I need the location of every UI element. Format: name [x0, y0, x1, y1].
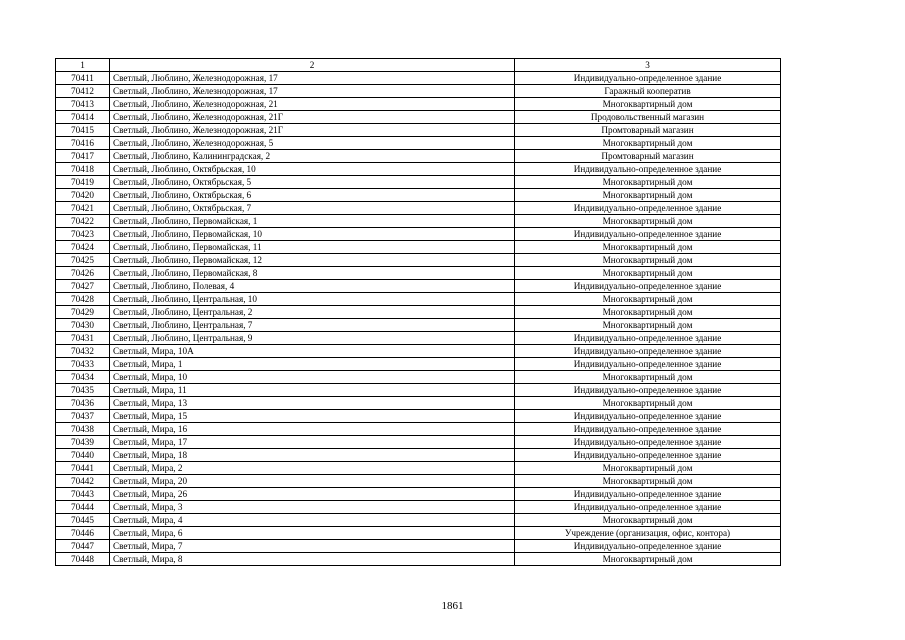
- table-row: [56, 527, 781, 540]
- record-code-cell: 70417: [56, 150, 110, 163]
- address-cell: Светлый, Люблино, Октябрьская, 10: [110, 163, 515, 176]
- object-type-cell: Многоквартирный дом: [515, 293, 781, 306]
- record-code-cell: 70425: [56, 254, 110, 267]
- object-type-cell: Индивидуально-определенное здание: [515, 228, 781, 241]
- address-table: [55, 58, 781, 566]
- record-code-cell: 70412: [56, 85, 110, 98]
- address-cell: Светлый, Мира, 15: [110, 410, 515, 423]
- record-code-cell: 70431: [56, 332, 110, 345]
- address-cell: Светлый, Люблино, Железнодорожная, 17: [110, 85, 515, 98]
- object-type-cell: Многоквартирный дом: [515, 371, 781, 384]
- address-cell: Светлый, Мира, 10А: [110, 345, 515, 358]
- record-code-cell: 70424: [56, 241, 110, 254]
- address-cell: Светлый, Мира, 6: [110, 527, 515, 540]
- table-row: [56, 85, 781, 98]
- record-code-cell: 70413: [56, 98, 110, 111]
- record-code-cell: 70428: [56, 293, 110, 306]
- table-row: [56, 462, 781, 475]
- table-row: [56, 384, 781, 397]
- address-cell: Светлый, Люблино, Железнодорожная, 21Г: [110, 111, 515, 124]
- object-type-cell: Многоквартирный дом: [515, 98, 781, 111]
- object-type-cell: Продовольственный магазин: [515, 111, 781, 124]
- page-number: 1861: [441, 600, 464, 612]
- object-type-cell: Многоквартирный дом: [515, 137, 781, 150]
- table-row: [56, 358, 781, 371]
- address-cell: Светлый, Люблино, Железнодорожная, 5: [110, 137, 515, 150]
- address-cell: Светлый, Люблино, Первомайская, 11: [110, 241, 515, 254]
- address-cell: Светлый, Мира, 2: [110, 462, 515, 475]
- record-code-cell: 70433: [56, 358, 110, 371]
- address-cell: Светлый, Люблино, Центральная, 10: [110, 293, 515, 306]
- record-code-cell: 70427: [56, 280, 110, 293]
- table-row: [56, 293, 781, 306]
- address-cell: Светлый, Люблино, Первомайская, 12: [110, 254, 515, 267]
- address-cell: Светлый, Люблино, Центральная, 7: [110, 319, 515, 332]
- record-code-cell: 70448: [56, 553, 110, 566]
- record-code-cell: 70444: [56, 501, 110, 514]
- object-type-cell: Многоквартирный дом: [515, 397, 781, 410]
- record-code-cell: 70447: [56, 540, 110, 553]
- column-header-2: 2: [110, 59, 515, 72]
- table-row: [56, 98, 781, 111]
- record-code-cell: 70414: [56, 111, 110, 124]
- object-type-cell: Многоквартирный дом: [515, 241, 781, 254]
- table-header-row: [56, 59, 781, 72]
- record-code-cell: 70438: [56, 423, 110, 436]
- address-cell: Светлый, Люблино, Центральная, 9: [110, 332, 515, 345]
- object-type-cell: Индивидуально-определенное здание: [515, 384, 781, 397]
- table-row: [56, 202, 781, 215]
- address-cell: Светлый, Люблино, Центральная, 2: [110, 306, 515, 319]
- table-row: [56, 280, 781, 293]
- object-type-cell: Индивидуально-определенное здание: [515, 345, 781, 358]
- address-cell: Светлый, Мира, 8: [110, 553, 515, 566]
- address-cell: Светлый, Люблино, Железнодорожная, 21Г: [110, 124, 515, 137]
- object-type-cell: Многоквартирный дом: [515, 189, 781, 202]
- table-row: [56, 241, 781, 254]
- record-code-cell: 70419: [56, 176, 110, 189]
- address-cell: Светлый, Люблино, Железнодорожная, 21: [110, 98, 515, 111]
- table-row: [56, 163, 781, 176]
- object-type-cell: Гаражный кооператив: [515, 85, 781, 98]
- table-row: [56, 306, 781, 319]
- table-row: [56, 150, 781, 163]
- table-row: [56, 72, 781, 85]
- object-type-cell: Многоквартирный дом: [515, 215, 781, 228]
- record-code-cell: 70446: [56, 527, 110, 540]
- record-code-cell: 70415: [56, 124, 110, 137]
- address-cell: Светлый, Мира, 13: [110, 397, 515, 410]
- table-body: [56, 72, 781, 566]
- table-row: [56, 267, 781, 280]
- address-cell: Светлый, Мира, 20: [110, 475, 515, 488]
- object-type-cell: Многоквартирный дом: [515, 475, 781, 488]
- record-code-cell: 70435: [56, 384, 110, 397]
- object-type-cell: Многоквартирный дом: [515, 514, 781, 527]
- object-type-cell: Многоквартирный дом: [515, 553, 781, 566]
- object-type-cell: Многоквартирный дом: [515, 306, 781, 319]
- record-code-cell: 70441: [56, 462, 110, 475]
- object-type-cell: Многоквартирный дом: [515, 462, 781, 475]
- record-code-cell: 70429: [56, 306, 110, 319]
- record-code-cell: 70442: [56, 475, 110, 488]
- address-cell: Светлый, Мира, 3: [110, 501, 515, 514]
- object-type-cell: Индивидуально-определенное здание: [515, 72, 781, 85]
- table-row: [56, 371, 781, 384]
- record-code-cell: 70432: [56, 345, 110, 358]
- record-code-cell: 70439: [56, 436, 110, 449]
- record-code-cell: 70440: [56, 449, 110, 462]
- record-code-cell: 70426: [56, 267, 110, 280]
- record-code-cell: 70430: [56, 319, 110, 332]
- table-row: [56, 514, 781, 527]
- object-type-cell: Индивидуально-определенное здание: [515, 436, 781, 449]
- record-code-cell: 70445: [56, 514, 110, 527]
- object-type-cell: Индивидуально-определенное здание: [515, 423, 781, 436]
- record-code-cell: 70437: [56, 410, 110, 423]
- table-row: [56, 553, 781, 566]
- record-code-cell: 70411: [56, 72, 110, 85]
- table-row: [56, 137, 781, 150]
- record-code-cell: 70434: [56, 371, 110, 384]
- table-row: [56, 176, 781, 189]
- object-type-cell: Многоквартирный дом: [515, 254, 781, 267]
- column-header-3: 3: [515, 59, 781, 72]
- column-header-1: 1: [56, 59, 110, 72]
- address-cell: Светлый, Люблино, Октябрьская, 6: [110, 189, 515, 202]
- table-row: [56, 228, 781, 241]
- table-row: [56, 501, 781, 514]
- object-type-cell: Индивидуально-определенное здание: [515, 501, 781, 514]
- object-type-cell: Учреждение (организация, офис, контора): [515, 527, 781, 540]
- address-cell: Светлый, Люблино, Полевая, 4: [110, 280, 515, 293]
- address-cell: Светлый, Люблино, Октябрьская, 7: [110, 202, 515, 215]
- address-cell: Светлый, Мира, 10: [110, 371, 515, 384]
- table-row: [56, 397, 781, 410]
- table-row: [56, 410, 781, 423]
- record-code-cell: 70420: [56, 189, 110, 202]
- record-code-cell: 70436: [56, 397, 110, 410]
- object-type-cell: Промтоварный магазин: [515, 124, 781, 137]
- table-row: [56, 124, 781, 137]
- record-code-cell: 70422: [56, 215, 110, 228]
- address-cell: Светлый, Мира, 18: [110, 449, 515, 462]
- object-type-cell: Многоквартирный дом: [515, 176, 781, 189]
- table-row: [56, 254, 781, 267]
- table-row: [56, 449, 781, 462]
- address-cell: Светлый, Мира, 11: [110, 384, 515, 397]
- record-code-cell: 70416: [56, 137, 110, 150]
- table-row: [56, 319, 781, 332]
- table-row: [56, 475, 781, 488]
- record-code-cell: 70421: [56, 202, 110, 215]
- table-row: [56, 436, 781, 449]
- address-cell: Светлый, Мира, 7: [110, 540, 515, 553]
- object-type-cell: Промтоварный магазин: [515, 150, 781, 163]
- table-row: [56, 215, 781, 228]
- table-row: [56, 488, 781, 501]
- table-row: [56, 111, 781, 124]
- object-type-cell: Многоквартирный дом: [515, 267, 781, 280]
- object-type-cell: Индивидуально-определенное здание: [515, 449, 781, 462]
- object-type-cell: Индивидуально-определенное здание: [515, 410, 781, 423]
- address-cell: Светлый, Люблино, Первомайская, 1: [110, 215, 515, 228]
- address-cell: Светлый, Мира, 16: [110, 423, 515, 436]
- object-type-cell: Индивидуально-определенное здание: [515, 358, 781, 371]
- table-row: [56, 423, 781, 436]
- address-cell: Светлый, Люблино, Железнодорожная, 17: [110, 72, 515, 85]
- address-cell: Светлый, Люблино, Первомайская, 8: [110, 267, 515, 280]
- address-cell: Светлый, Люблино, Калининградская, 2: [110, 150, 515, 163]
- record-code-cell: 70423: [56, 228, 110, 241]
- object-type-cell: Индивидуально-определенное здание: [515, 540, 781, 553]
- address-cell: Светлый, Мира, 17: [110, 436, 515, 449]
- object-type-cell: Индивидуально-определенное здание: [515, 280, 781, 293]
- address-cell: Светлый, Мира, 4: [110, 514, 515, 527]
- object-type-cell: Индивидуально-определенное здание: [515, 488, 781, 501]
- address-cell: Светлый, Люблино, Октябрьская, 5: [110, 176, 515, 189]
- table-row: [56, 345, 781, 358]
- object-type-cell: Многоквартирный дом: [515, 319, 781, 332]
- object-type-cell: Индивидуально-определенное здание: [515, 332, 781, 345]
- record-code-cell: 70418: [56, 163, 110, 176]
- address-cell: Светлый, Мира, 26: [110, 488, 515, 501]
- address-cell: Светлый, Мира, 1: [110, 358, 515, 371]
- object-type-cell: Индивидуально-определенное здание: [515, 163, 781, 176]
- table-row: [56, 332, 781, 345]
- table-row: [56, 189, 781, 202]
- table-row: [56, 540, 781, 553]
- address-cell: Светлый, Люблино, Первомайская, 10: [110, 228, 515, 241]
- record-code-cell: 70443: [56, 488, 110, 501]
- object-type-cell: Индивидуально-определенное здание: [515, 202, 781, 215]
